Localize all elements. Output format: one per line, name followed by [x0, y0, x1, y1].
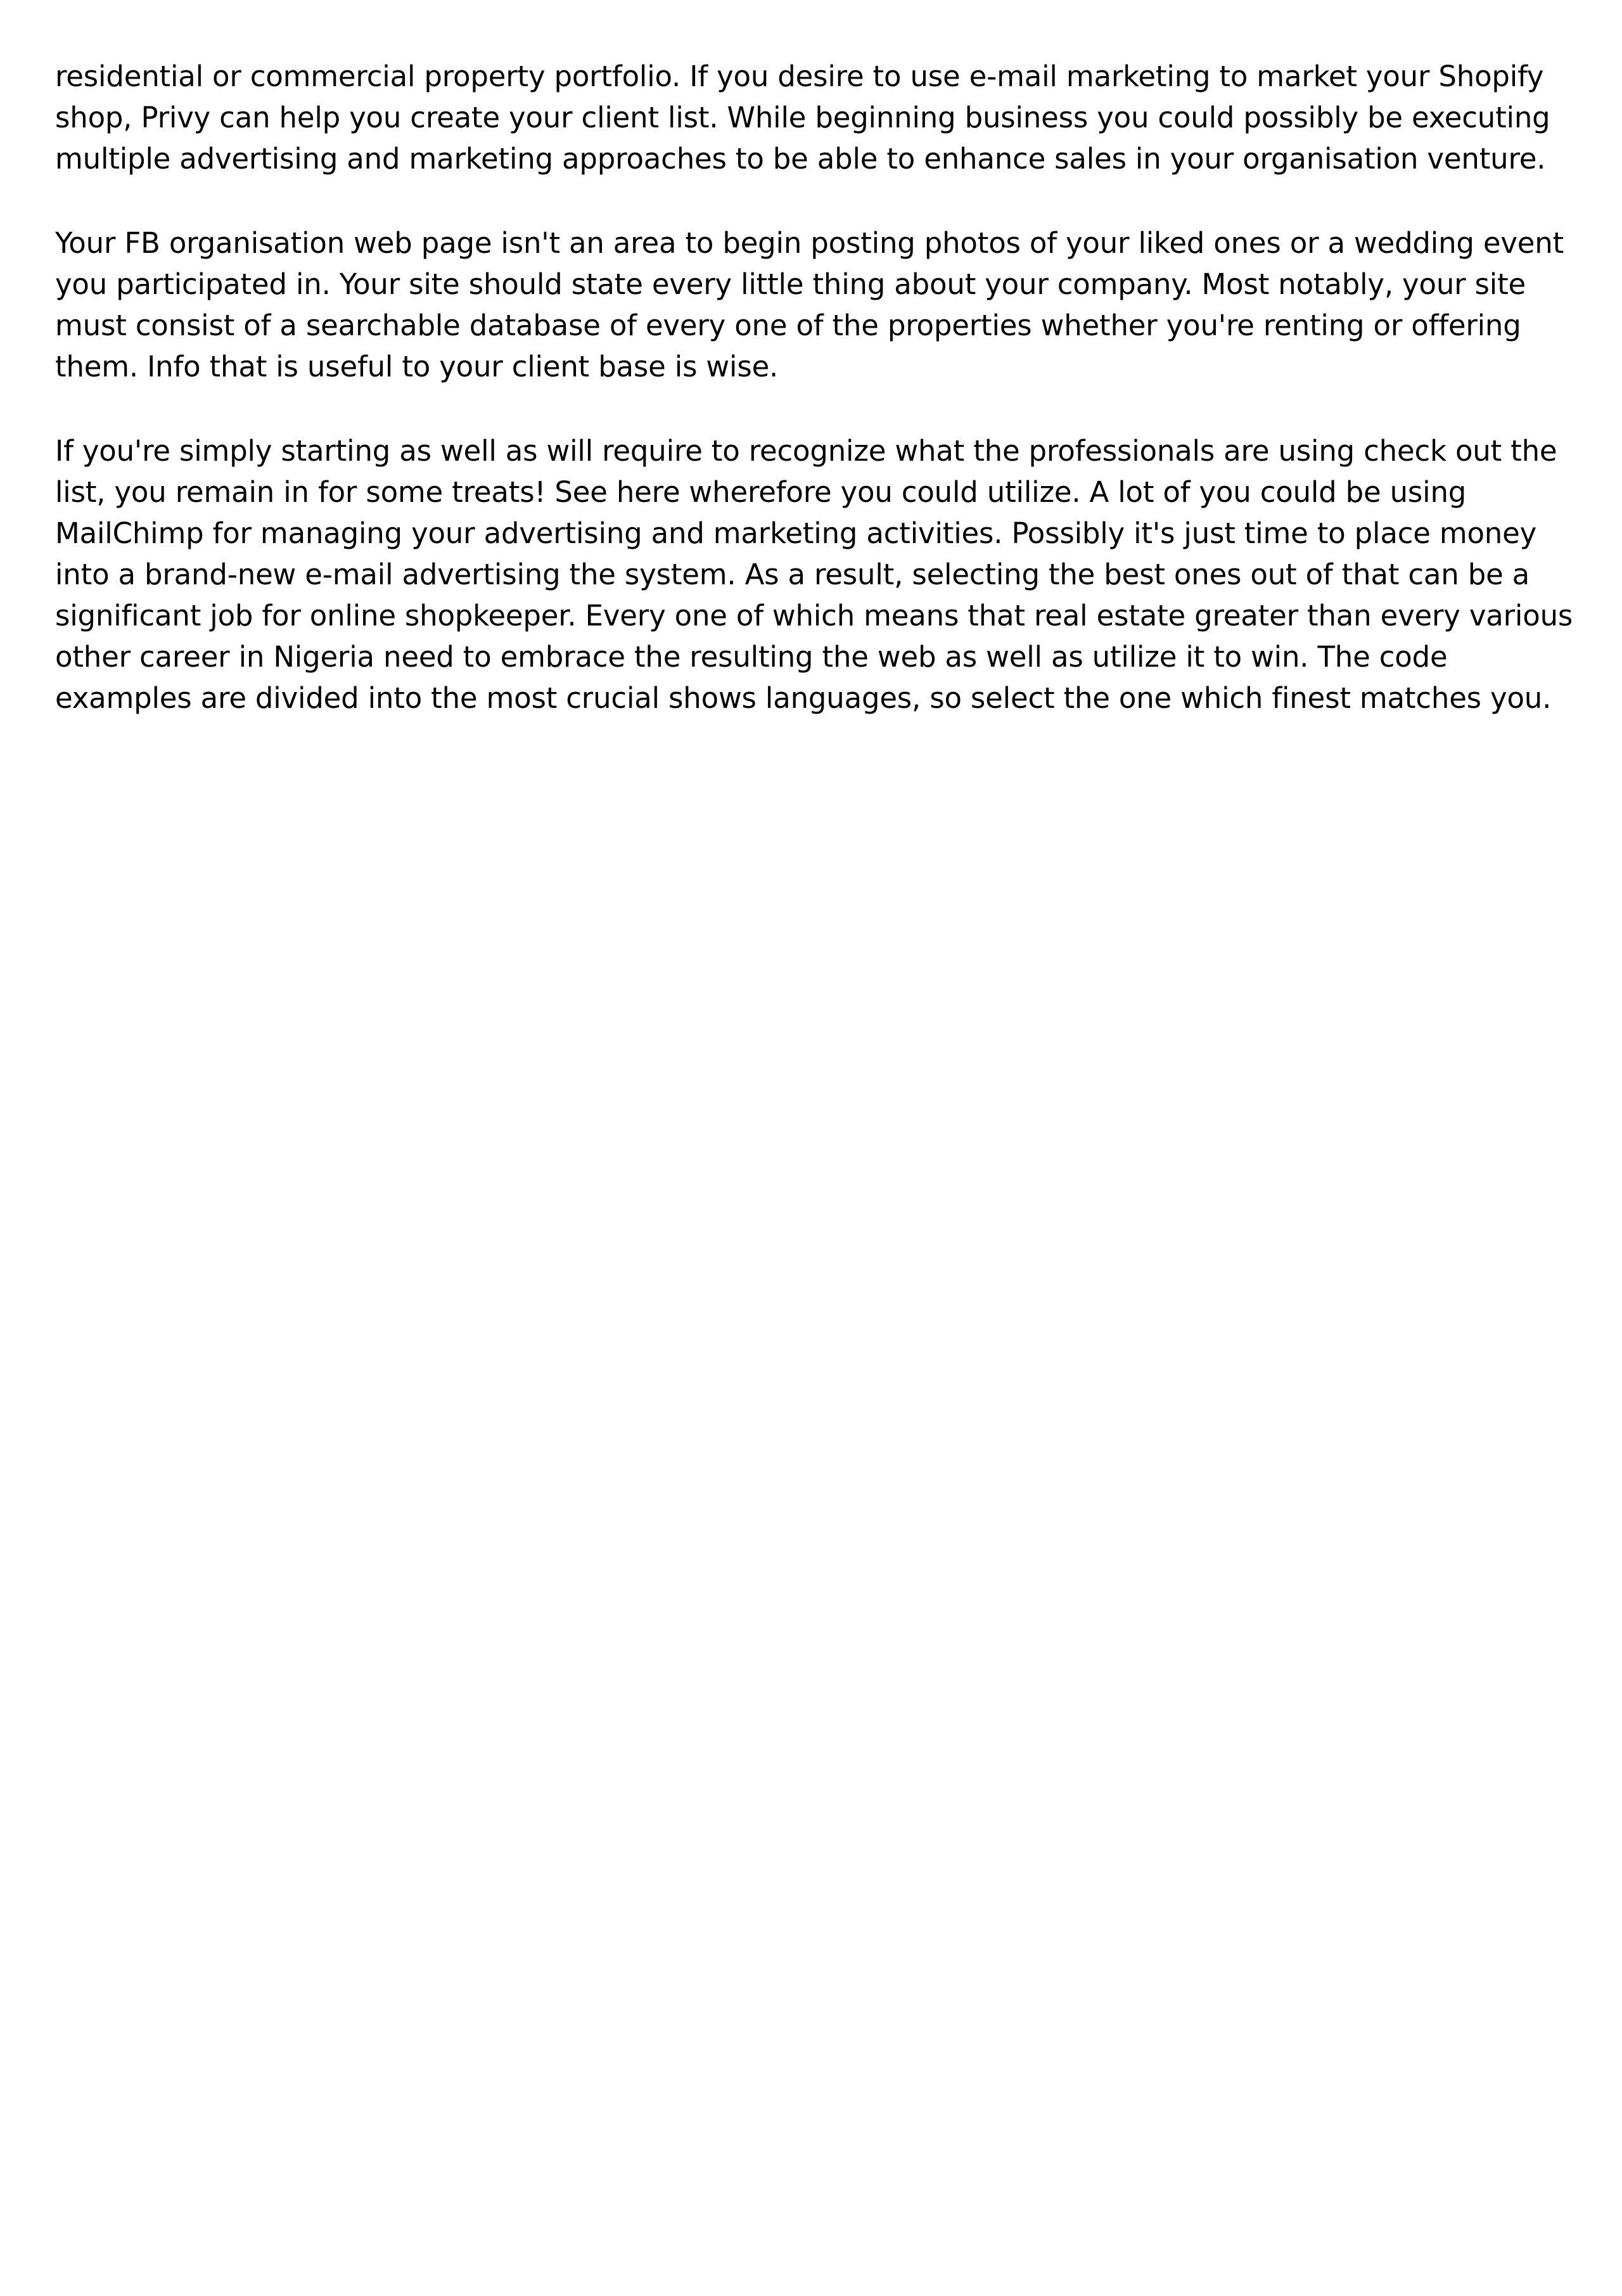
document-page: [55, 56, 1582, 762]
paragraph-2: Your FB organisation web page isn't an area to begin posting photos of your liked ones or a wedding event you participated in. Your site should state every little thing about your company. Most notably, your site must consist of a searchable database of every one of the properties whether you're renting or offering them. Info that is useful to your client base is wise.: [55, 226, 1564, 383]
paragraph-1: residential or commercial property portfolio. If you desire to use e-mail marketing to market your Shopify shop, Privy can help you create your client list. While beginning business you could possibly be executing multiple advertising and marketing approaches to be able to enhance sales in your organisation venture.: [55, 60, 1550, 176]
paragraph-3: If you're simply starting as well as will require to recognize what the professionals are using check out the list, you remain in for some treats! See here wherefore you could utilize. A lot of you could be using MailChimp for managing your advertising and marketing activities. Possibly it's just time to place money into a brand-new e-mail advertising the system. As a result, selecting the best ones out of that can be a significant job for online shopkeeper. Every one of which means that real estate greater than every various other career in Nigeria need to embrace the resulting the web as well as utilize it to win. The code examples are divided into the most crucial shows languages, so select the one which finest matches you.: [55, 434, 1573, 715]
